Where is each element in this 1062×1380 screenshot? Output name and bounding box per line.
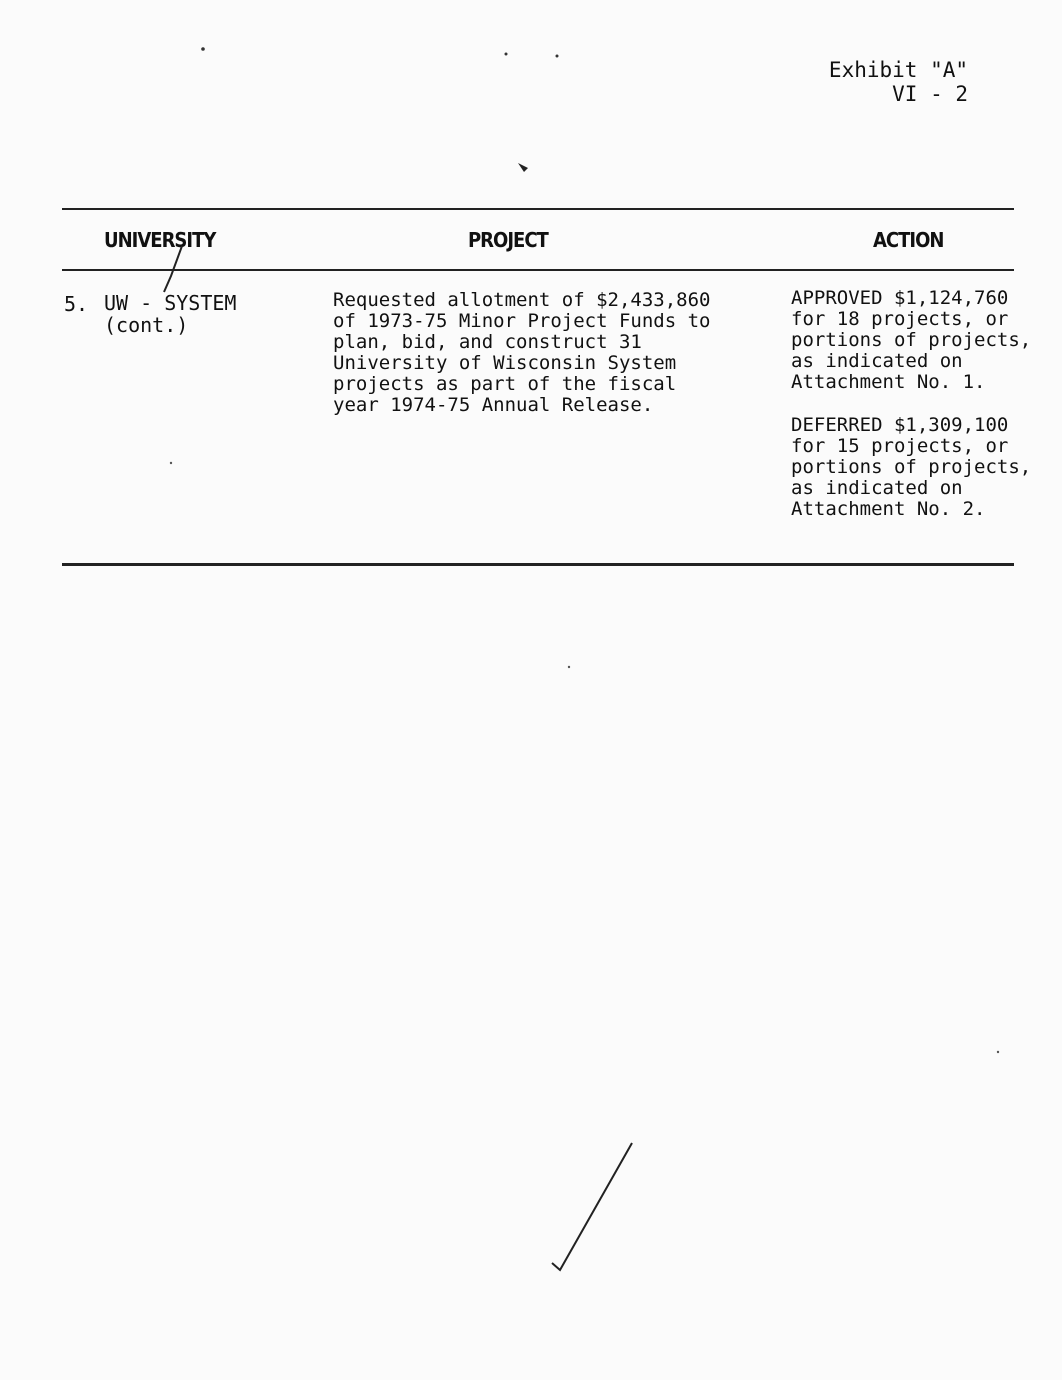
check-mark	[552, 1143, 632, 1270]
action-line: APPROVED $1,124,760	[791, 287, 1009, 309]
action-line: as indicated on	[791, 350, 963, 372]
action-line: for 18 projects, or	[791, 308, 1009, 330]
speck	[556, 55, 559, 58]
speck	[505, 53, 508, 56]
project-line: year 1974-75 Annual Release.	[333, 394, 654, 416]
speck	[568, 666, 570, 668]
page-number: VI - 2	[892, 82, 968, 106]
project-line: plan, bid, and construct 31	[333, 331, 642, 353]
speck	[201, 47, 205, 51]
action-line: for 15 projects, or	[791, 435, 1009, 457]
university-line: UW - SYSTEM	[104, 291, 237, 315]
project-line: of 1973-75 Minor Project Funds to	[333, 310, 711, 332]
column-header-university: UNIVERSITY	[104, 228, 216, 252]
column-header-project: PROJECT	[468, 228, 548, 252]
action-line: portions of projects,	[791, 456, 1032, 478]
project-line: projects as part of the fiscal	[333, 373, 677, 395]
project-line: Requested allotment of $2,433,860	[333, 289, 711, 311]
action-line: as indicated on	[791, 477, 963, 499]
slash-mark	[164, 246, 182, 292]
university-line: (cont.)	[104, 313, 189, 337]
ink-blot	[518, 163, 528, 172]
action-line: DEFERRED $1,309,100	[791, 414, 1009, 436]
action-line: portions of projects,	[791, 329, 1032, 351]
item-number: 5.	[64, 292, 89, 316]
action-line: Attachment No. 2.	[791, 498, 986, 520]
speck	[170, 462, 172, 464]
project-line: University of Wisconsin System	[333, 352, 677, 374]
exhibit-title: Exhibit "A"	[828, 58, 968, 82]
speck	[997, 1051, 999, 1053]
action-line: Attachment No. 1.	[791, 371, 986, 393]
column-header-action: ACTION	[873, 228, 944, 252]
